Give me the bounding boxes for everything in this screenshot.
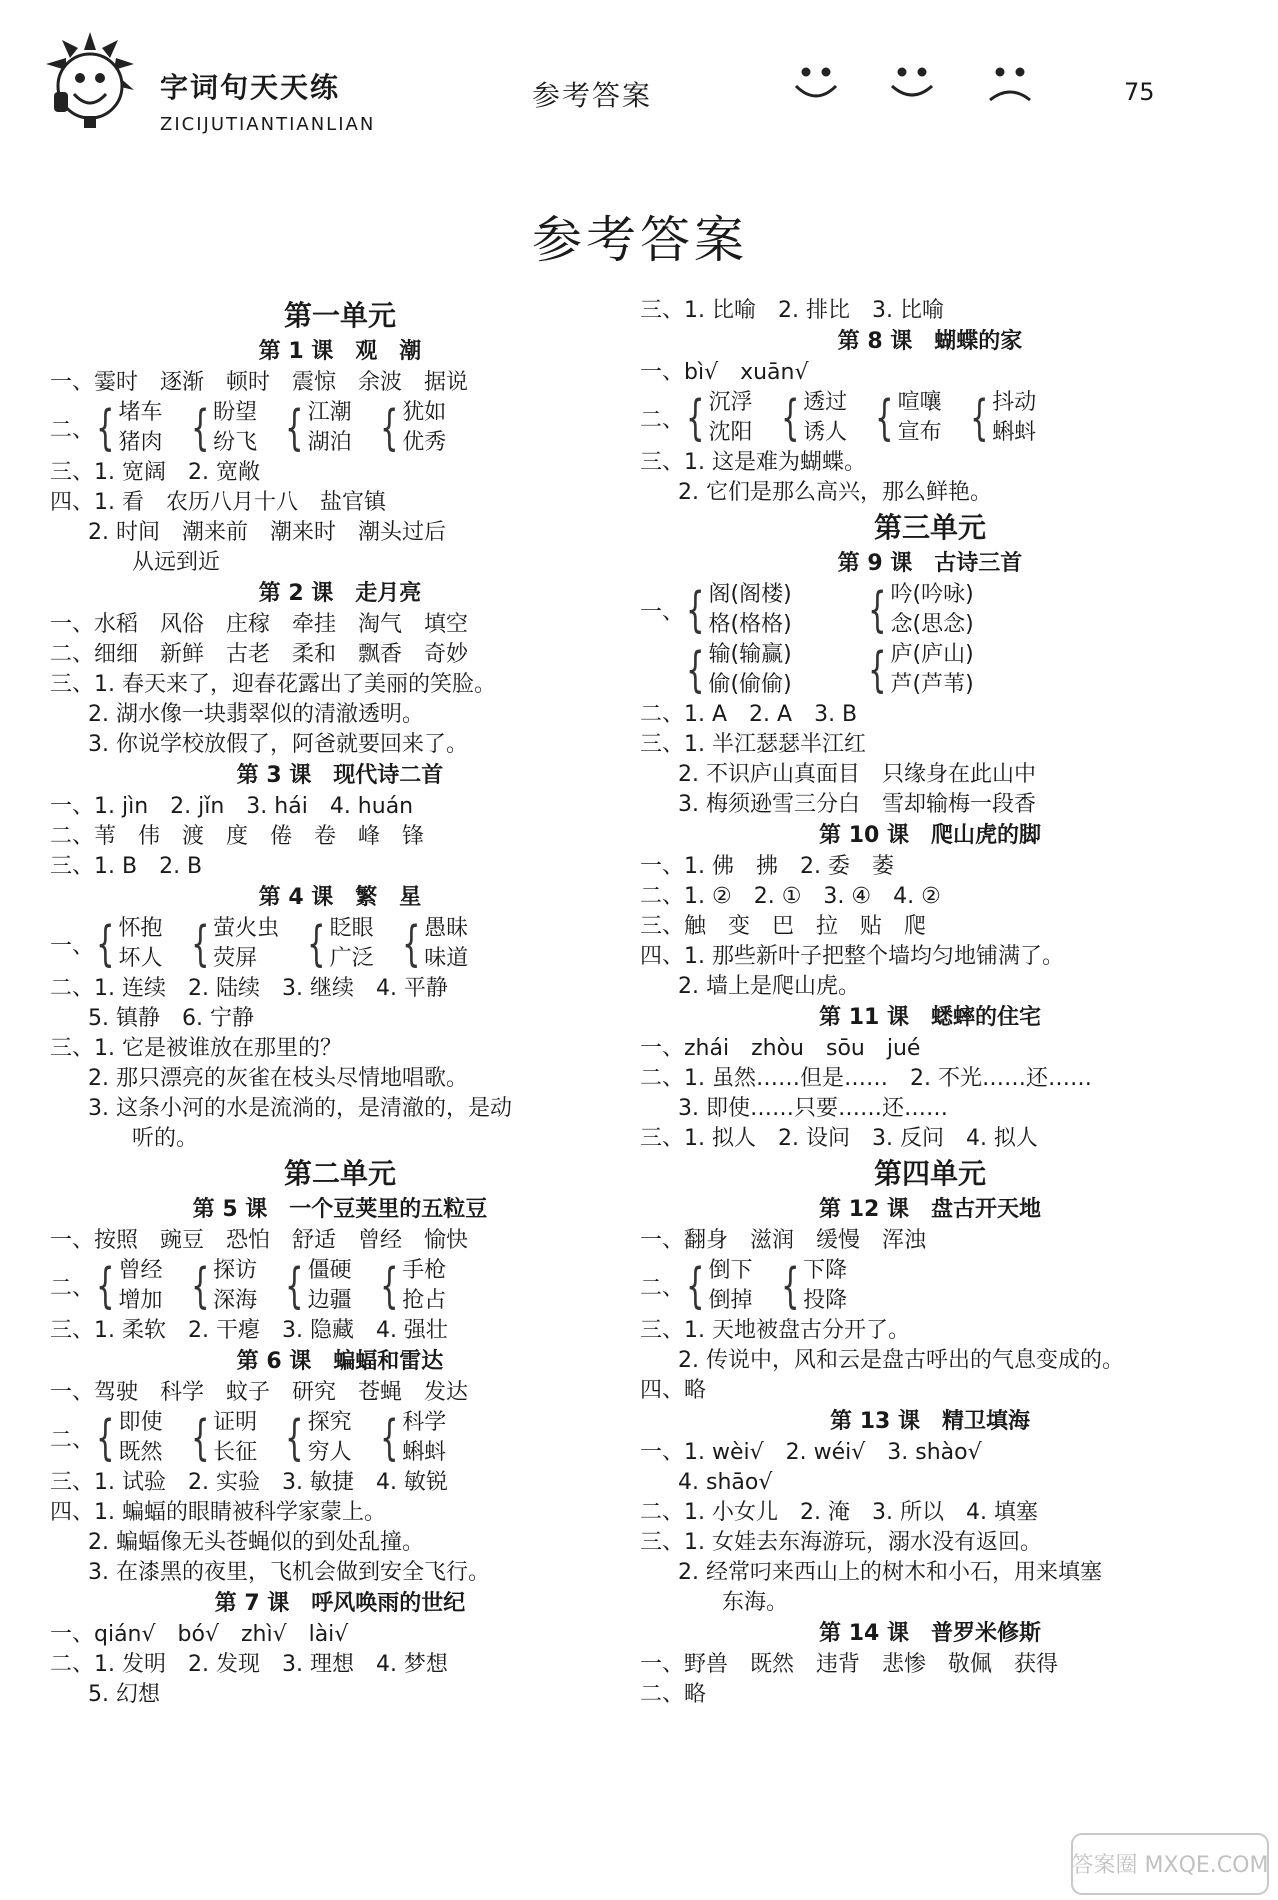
answer-line: 东海。: [722, 1590, 789, 1615]
brace-icon: {: [96, 1410, 115, 1466]
answer-line: 二、1. 小女儿 2. 淹 3. 所以 4. 填塞: [640, 1500, 1038, 1525]
page-number: 75: [1124, 78, 1155, 106]
answer-line: 二、1. ② 2. ① 3. ④ 4. ②: [640, 884, 941, 909]
word: 宣布: [897, 420, 942, 445]
answer-line: 3. 即使……只要……还……: [678, 1096, 948, 1121]
answer-line: 三、1. 天地被盘古分开了。: [640, 1318, 910, 1343]
brace-icon: {: [96, 1258, 115, 1314]
answer-line: 4. shāo√: [678, 1470, 773, 1495]
word-pair-group: [640, 580, 1220, 640]
answer-line: 四、1. 蝙蝠的眼睛被科学家蒙上。: [50, 1500, 386, 1525]
word: 沉浮: [708, 390, 753, 415]
word: 探访: [213, 1258, 258, 1283]
answer-line: 三、1. 试验 2. 实验 3. 敏捷 4. 敏锐: [50, 1470, 448, 1495]
word: 犹如: [402, 400, 447, 425]
word-pair: [374, 1408, 447, 1468]
answer-line: 听的。: [132, 1126, 199, 1151]
watermark-text: 答案圈 MXQE.COM: [1071, 1853, 1269, 1878]
word: 下降: [803, 1258, 848, 1283]
word-pair: [185, 1408, 258, 1468]
word: 纷飞: [213, 430, 258, 455]
answer-line: 3. 你说学校放假了，阿爸就要回来了。: [88, 732, 468, 757]
lesson-title: 第 10 课 爬山虎的脚: [819, 823, 1041, 848]
answer-line: 三、1. 女娃去东海游玩，溺水没有返回。: [640, 1530, 1042, 1555]
lesson-title: 第 14 课 普罗米修斯: [819, 1621, 1041, 1646]
smiley-faces-icon: [790, 56, 1050, 116]
question-label: 一、: [640, 599, 685, 625]
word-pair: [301, 914, 374, 974]
word: 手枪: [402, 1258, 447, 1283]
word: 深海: [213, 1288, 258, 1313]
word: 猪肉: [118, 430, 163, 455]
brace-icon: {: [868, 582, 887, 638]
answer-line: 一、bì√ xuān√: [640, 360, 809, 385]
word: 僵硬: [307, 1258, 352, 1283]
word: 广泛: [329, 946, 374, 971]
word: 愚昧: [424, 916, 469, 941]
answer-line: 从远到近: [132, 550, 221, 575]
answer-line: 3. 梅须逊雪三分白 雪却输梅一段香: [678, 792, 1036, 817]
unit-heading: 第一单元: [283, 299, 396, 332]
question-label: 二、: [50, 1427, 95, 1453]
answer-line: 一、zhái zhòu sōu jué: [640, 1036, 921, 1061]
word: 味道: [424, 946, 469, 971]
answer-line: 二、1. 发明 2. 发现 3. 理想 4. 梦想: [50, 1652, 448, 1677]
brace-icon: {: [190, 400, 209, 456]
word: 穷人: [307, 1440, 352, 1465]
answer-line: 一、1. wèi√ 2. wéi√ 3. shào√: [640, 1440, 982, 1465]
word-pair-group: [50, 398, 630, 458]
unit-heading: 第四单元: [873, 1157, 986, 1190]
answer-line: 三、1. 拟人 2. 设问 3. 反问 4. 拟人: [640, 1126, 1038, 1151]
brace-icon: {: [686, 1258, 705, 1314]
answer-line: 三、1. 宽阔 2. 宽敞: [50, 460, 260, 485]
word: 阁(阁楼): [708, 582, 792, 607]
brace-icon: {: [401, 916, 421, 972]
word-pair: [374, 398, 447, 458]
word-pair: [90, 914, 163, 974]
word: 芦(芦苇): [890, 672, 974, 697]
word: 透过: [803, 390, 848, 415]
word-pair: [396, 914, 469, 974]
word-pair: [90, 1408, 163, 1468]
question-label: 一、: [50, 933, 95, 959]
brace-icon: {: [875, 390, 894, 446]
answer-line: 2. 湖水像一块翡翠似的清澈透明。: [88, 702, 424, 727]
word-pair: [869, 388, 942, 448]
unit-heading: 第三单元: [873, 511, 986, 544]
word: 既然: [118, 1440, 163, 1465]
answer-line: 一、按照 豌豆 恐怕 舒适 曾经 愉快: [50, 1228, 469, 1253]
word: 蝌蚪: [992, 420, 1037, 445]
word-pair-group: [50, 1256, 630, 1316]
word-pair: [279, 1408, 352, 1468]
answer-line: 5. 镇静 6. 宁静: [88, 1006, 254, 1031]
word: 盼望: [213, 400, 258, 425]
word-pair-group: [640, 640, 1220, 700]
lesson-title: 第 13 课 精卫填海: [830, 1409, 1030, 1434]
question-label: 二、: [640, 1275, 685, 1301]
word: 曾经: [118, 1258, 163, 1283]
word: 眨眼: [329, 916, 374, 941]
lesson-title: 第 11 课 蟋蟀的住宅: [819, 1005, 1041, 1030]
word: 即使: [118, 1410, 163, 1435]
answer-line: 二、细细 新鲜 古老 柔和 飘香 奇妙: [50, 642, 469, 667]
lesson-title: 第 3 课 现代诗二首: [236, 763, 444, 788]
word-pair: [279, 398, 352, 458]
answer-line: 四、略: [640, 1378, 707, 1403]
word: 探究: [307, 1410, 352, 1435]
answer-line: 一、翻身 滋润 缓慢 浑浊: [640, 1228, 927, 1253]
lesson-title: 第 8 课 蝴蝶的家: [837, 329, 1023, 354]
lesson-title: 第 2 课 走月亮: [258, 581, 422, 606]
lesson-title: 第 7 课 呼风唤雨的世纪: [214, 1591, 466, 1616]
word-pair: [680, 580, 840, 640]
word: 怀抱: [118, 916, 163, 941]
answer-line: 2. 不识庐山真面目 只缘身在此山中: [678, 762, 1036, 787]
answer-line: 一、水稻 风俗 庄稼 牵挂 淘气 填空: [50, 612, 469, 637]
lesson-title: 第 12 课 盘古开天地: [819, 1197, 1041, 1222]
word: 吟(吟咏): [890, 582, 974, 607]
brace-icon: {: [686, 390, 705, 446]
word: 江潮: [307, 400, 352, 425]
left-column: [50, 296, 630, 1710]
answer-line: 3. 在漆黑的夜里，飞机会做到安全飞行。: [88, 1560, 490, 1585]
word: 倒掉: [708, 1288, 753, 1313]
header-title: 参考答案: [532, 79, 653, 112]
lesson-title: 第 1 课 观 潮: [258, 339, 422, 364]
answer-line: 二、1. 虽然……但是…… 2. 不光……还……: [640, 1066, 1092, 1091]
question-label: 二、: [640, 407, 685, 433]
word-pair: [90, 398, 163, 458]
answer-line: 2. 经常叼来西山上的树木和小石，用来填塞: [678, 1560, 1102, 1585]
answer-line: 2. 那只漂亮的灰雀在枝头尽情地唱歌。: [88, 1066, 468, 1091]
lesson-title: 第 6 课 蝙蝠和雷达: [236, 1349, 444, 1374]
unit-heading: 第二单元: [283, 1157, 396, 1190]
word-pair-group: [50, 914, 630, 974]
brand-subtitle: ZICIJUTIANTIANLIAN: [160, 114, 376, 135]
word: 证明: [213, 1410, 258, 1435]
page-title: 参考答案: [532, 211, 748, 269]
answer-line: 三、1. 这是难为蝴蝶。: [640, 450, 866, 475]
answer-line: 一、野兽 既然 违背 悲惨 敬佩 获得: [640, 1652, 1059, 1677]
watermark-logo-icon: [1070, 1832, 1270, 1896]
answer-line: 2. 墙上是爬山虎。: [678, 974, 860, 999]
brace-icon: {: [686, 582, 705, 638]
answer-line: 2. 蝙蝠像无头苍蝇似的到处乱撞。: [88, 1530, 424, 1555]
word: 湖泊: [307, 430, 352, 455]
word: 沈阳: [708, 420, 753, 445]
answer-line: 一、驾驶 科学 蚊子 研究 苍蝇 发达: [50, 1380, 469, 1405]
lesson-title: 第 9 课 古诗三首: [837, 551, 1023, 576]
brand-title: 字词句天天练: [160, 71, 341, 104]
brace-icon: {: [285, 400, 304, 456]
lesson-title: 第 5 课 一个豆荚里的五粒豆: [192, 1197, 488, 1222]
word-pair: [185, 914, 280, 974]
word-pair-group: [640, 388, 1220, 448]
word: 科学: [402, 1410, 447, 1435]
word: 输(输赢): [708, 642, 792, 667]
answer-line: 三、触 变 巴 拉 贴 爬: [640, 914, 927, 939]
word-pair: [964, 388, 1037, 448]
word: 念(思念): [890, 612, 974, 637]
word-pair-group: [50, 1408, 630, 1468]
answer-line: 一、霎时 逐渐 顿时 震惊 余波 据说: [50, 370, 469, 395]
answer-line: 四、1. 看 农历八月十八 盐官镇: [50, 490, 386, 515]
answer-line: 2. 它们是那么高兴，那么鲜艳。: [678, 480, 992, 505]
question-label: 二、: [50, 1275, 95, 1301]
question-label: 二、: [50, 417, 95, 443]
brace-icon: {: [96, 916, 115, 972]
word-pair: [90, 1256, 163, 1316]
answer-line: 2. 传说中，风和云是盘古呼出的气息变成的。: [678, 1348, 1124, 1373]
brace-icon: {: [96, 400, 115, 456]
word-pair: [279, 1256, 352, 1316]
word-pair: [862, 640, 974, 700]
answer-line: 一、1. 佛 拂 2. 委 萎: [640, 854, 894, 879]
brace-icon: {: [379, 1258, 399, 1314]
word-pair: [680, 388, 753, 448]
brace-icon: {: [307, 916, 326, 972]
word: 边疆: [307, 1288, 352, 1313]
word-pair: [374, 1256, 447, 1316]
answer-line: 一、qián√ bó√ zhì√ lài√: [50, 1622, 349, 1647]
lesson-title: 第 4 课 繁 星: [258, 885, 422, 910]
brace-icon: {: [190, 1258, 209, 1314]
word-pair: [185, 398, 258, 458]
word-pair: [185, 1256, 258, 1316]
word-pair: [862, 580, 974, 640]
right-column: [640, 296, 1220, 1710]
mascot-logo-icon: [40, 30, 140, 130]
answer-line: 3. 这条小河的水是流淌的，是清澈的，是动: [88, 1096, 512, 1121]
answer-line: 二、略: [640, 1682, 707, 1707]
brace-icon: {: [379, 400, 399, 456]
answer-line: 一、1. jìn 2. jǐn 3. hái 4. huán: [50, 794, 414, 819]
word-pair-group: [640, 1256, 1220, 1316]
word-pair: [775, 388, 848, 448]
word-pair: [775, 1256, 848, 1316]
brace-icon: {: [285, 1258, 304, 1314]
answer-line: 2. 时间 潮来前 潮来时 潮头过后: [88, 520, 446, 545]
answer-line: 二、1. A 2. A 3. B: [640, 702, 858, 727]
answer-line: 三、1. 它是被谁放在那里的？: [50, 1036, 342, 1061]
brace-icon: {: [780, 390, 799, 446]
answer-line: 二、苇 伟 渡 度 倦 卷 峰 锋: [50, 824, 425, 849]
brace-icon: {: [379, 1410, 399, 1466]
brace-icon: {: [780, 1258, 799, 1314]
brace-icon: {: [969, 390, 989, 446]
word: 诱人: [803, 420, 848, 445]
brace-icon: {: [190, 916, 209, 972]
brace-icon: {: [285, 1410, 304, 1466]
word: 偷(偷偷): [708, 672, 792, 697]
brace-icon: {: [868, 642, 887, 698]
word: 萤火虫: [213, 916, 280, 941]
answer-line: 三、1. 春天来了，迎春花露出了美丽的笑脸。: [50, 672, 496, 697]
word: 堵车: [118, 400, 163, 425]
word: 增加: [118, 1288, 163, 1313]
word: 喧嚷: [897, 390, 942, 415]
word: 荧屏: [213, 946, 258, 971]
word: 格(格格): [708, 612, 792, 637]
word: 蝌蚪: [402, 1440, 447, 1465]
answer-line: 三、1. 比喻 2. 排比 3. 比喻: [640, 298, 944, 323]
answer-line: 三、1. 柔软 2. 干瘪 3. 隐藏 4. 强壮: [50, 1318, 448, 1343]
answer-line: 5. 幻想: [88, 1682, 160, 1707]
word: 抖动: [992, 390, 1037, 415]
answer-line: 四、1. 那些新叶子把整个墙均匀地铺满了。: [640, 944, 1064, 969]
answer-line: 三、1. 半江瑟瑟半江红: [640, 732, 866, 757]
word-pair: [680, 1256, 753, 1316]
answer-line: 三、1. B 2. B: [50, 854, 203, 879]
word: 倒下: [708, 1258, 753, 1283]
word: 抢占: [402, 1288, 447, 1313]
word: 投降: [803, 1288, 848, 1313]
word-pair: [680, 640, 840, 700]
word: 长征: [213, 1440, 258, 1465]
word: 庐(庐山): [890, 642, 974, 667]
answer-line: 二、1. 连续 2. 陆续 3. 继续 4. 平静: [50, 976, 448, 1001]
word: 坏人: [118, 946, 163, 971]
brace-icon: {: [686, 642, 705, 698]
word: 优秀: [402, 430, 447, 455]
brace-icon: {: [190, 1410, 209, 1466]
